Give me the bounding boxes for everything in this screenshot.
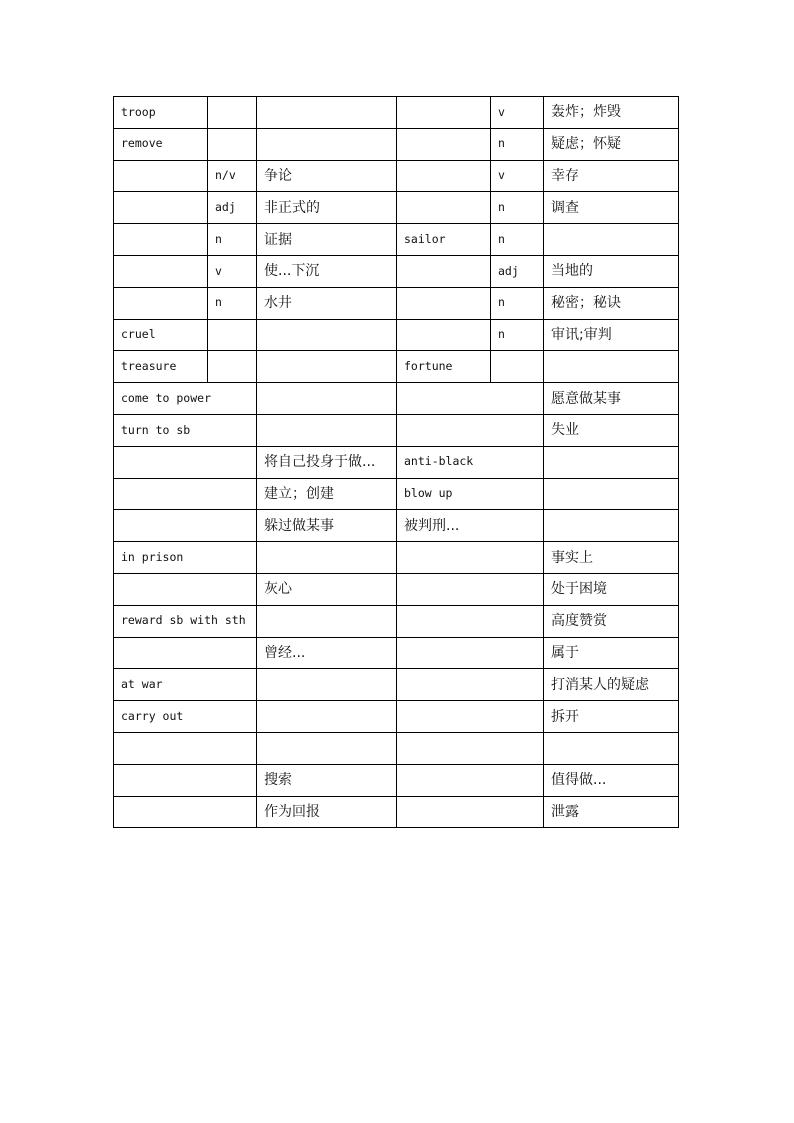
table-cell: 属于 (544, 637, 679, 669)
table-cell: troop (114, 97, 208, 129)
table-cell: carry out (114, 701, 257, 733)
table-cell: 泄露 (544, 796, 679, 828)
table-cell (114, 192, 208, 224)
table-cell: n/v (208, 160, 257, 192)
table-cell: n (208, 287, 257, 319)
table-cell (257, 605, 397, 637)
table-row (114, 97, 679, 129)
table-cell (208, 319, 257, 351)
table-row (114, 542, 679, 574)
table-cell (397, 319, 491, 351)
table-cell (397, 192, 491, 224)
table-row (114, 732, 679, 764)
table-row (114, 573, 679, 605)
table-cell (257, 97, 397, 129)
table-cell: 疑虑；怀疑 (544, 128, 679, 160)
table-cell: 争论 (257, 160, 397, 192)
table-cell: 水井 (257, 287, 397, 319)
table-cell (208, 351, 257, 383)
table-cell (397, 542, 544, 574)
table-cell: 高度赞赏 (544, 605, 679, 637)
table-cell: 证据 (257, 224, 397, 256)
table-cell: 打消某人的疑虑 (544, 669, 679, 701)
table-cell: at war (114, 669, 257, 701)
table-cell (397, 414, 544, 446)
table-cell (397, 669, 544, 701)
table-cell: 将自己投身于做... (257, 446, 397, 478)
table-cell (114, 478, 257, 510)
table-row (114, 255, 679, 287)
table-cell: n (491, 128, 544, 160)
table-cell (544, 351, 679, 383)
table-cell: v (491, 97, 544, 129)
table-cell: 愿意做某事 (544, 383, 679, 415)
table-cell (257, 128, 397, 160)
table-cell (397, 287, 491, 319)
table-cell: sailor (397, 224, 491, 256)
table-row (114, 510, 679, 542)
table-cell: 处于困境 (544, 573, 679, 605)
table-cell: 幸存 (544, 160, 679, 192)
table-cell: remove (114, 128, 208, 160)
table-cell (397, 128, 491, 160)
table-row (114, 478, 679, 510)
table-cell (397, 732, 544, 764)
table-row (114, 764, 679, 796)
table-cell (397, 701, 544, 733)
table-cell (114, 510, 257, 542)
table-row (114, 319, 679, 351)
table-row (114, 796, 679, 828)
table-cell: 搜索 (257, 764, 397, 796)
table-cell: reward sb with sth (114, 605, 257, 637)
table-cell: v (491, 160, 544, 192)
table-cell: anti-black (397, 446, 544, 478)
table-cell: 曾经... (257, 637, 397, 669)
table-cell (257, 669, 397, 701)
table-cell: 轰炸；炸毁 (544, 97, 679, 129)
table-row (114, 160, 679, 192)
table-row (114, 383, 679, 415)
table-cell (397, 160, 491, 192)
table-cell (397, 383, 544, 415)
table-cell (544, 446, 679, 478)
table-cell: 非正式的 (257, 192, 397, 224)
table-cell: blow up (397, 478, 544, 510)
table-cell: 被判刑... (397, 510, 544, 542)
table-cell: n (491, 192, 544, 224)
table-cell: 当地的 (544, 255, 679, 287)
table-cell: come to power (114, 383, 257, 415)
table-row (114, 287, 679, 319)
table-row (114, 192, 679, 224)
table-row (114, 128, 679, 160)
table-cell (114, 446, 257, 478)
table-cell: n (491, 287, 544, 319)
table-cell (114, 764, 257, 796)
table-cell (114, 637, 257, 669)
table-cell (397, 605, 544, 637)
table-cell (257, 542, 397, 574)
table-cell: 使...下沉 (257, 255, 397, 287)
table-cell: turn to sb (114, 414, 257, 446)
table-row (114, 224, 679, 256)
vocabulary-table (113, 96, 679, 828)
table-cell: 值得做... (544, 764, 679, 796)
table-cell: 作为回报 (257, 796, 397, 828)
table-cell: n (491, 319, 544, 351)
table-cell (397, 573, 544, 605)
table-cell: 建立；创建 (257, 478, 397, 510)
table-cell: 调查 (544, 192, 679, 224)
table-cell: n (208, 224, 257, 256)
table-cell (397, 796, 544, 828)
table-row (114, 701, 679, 733)
table-cell (257, 383, 397, 415)
table-cell: 秘密；秘诀 (544, 287, 679, 319)
table-cell (114, 287, 208, 319)
table-row (114, 351, 679, 383)
table-cell (208, 128, 257, 160)
table-cell (257, 351, 397, 383)
table-cell: 灰心 (257, 573, 397, 605)
table-cell (397, 764, 544, 796)
table-cell (397, 255, 491, 287)
table-cell (544, 510, 679, 542)
table-cell: 躲过做某事 (257, 510, 397, 542)
table-cell: in prison (114, 542, 257, 574)
table-cell (544, 224, 679, 256)
table-cell (397, 637, 544, 669)
table-cell: 审讯;审判 (544, 319, 679, 351)
table-row (114, 637, 679, 669)
table-cell: v (208, 255, 257, 287)
table-cell (114, 160, 208, 192)
table-cell: treasure (114, 351, 208, 383)
table-row (114, 669, 679, 701)
table-cell: adj (208, 192, 257, 224)
table-cell (544, 732, 679, 764)
table-cell: 事实上 (544, 542, 679, 574)
table-cell: 失业 (544, 414, 679, 446)
table-cell (114, 255, 208, 287)
table-row (114, 605, 679, 637)
table-cell (257, 414, 397, 446)
table-cell (114, 796, 257, 828)
table-row (114, 414, 679, 446)
table-cell (114, 573, 257, 605)
table-row (114, 446, 679, 478)
table-cell (208, 97, 257, 129)
table-cell: 拆开 (544, 701, 679, 733)
table-cell (491, 351, 544, 383)
table-cell: fortune (397, 351, 491, 383)
table-cell (397, 97, 491, 129)
table-cell (257, 732, 397, 764)
table-cell (544, 478, 679, 510)
table-cell (257, 319, 397, 351)
table-cell: cruel (114, 319, 208, 351)
table-cell (114, 224, 208, 256)
table-cell: n (491, 224, 544, 256)
table-cell: adj (491, 255, 544, 287)
vocabulary-table-body (114, 97, 679, 828)
table-cell (257, 701, 397, 733)
table-cell (114, 732, 257, 764)
